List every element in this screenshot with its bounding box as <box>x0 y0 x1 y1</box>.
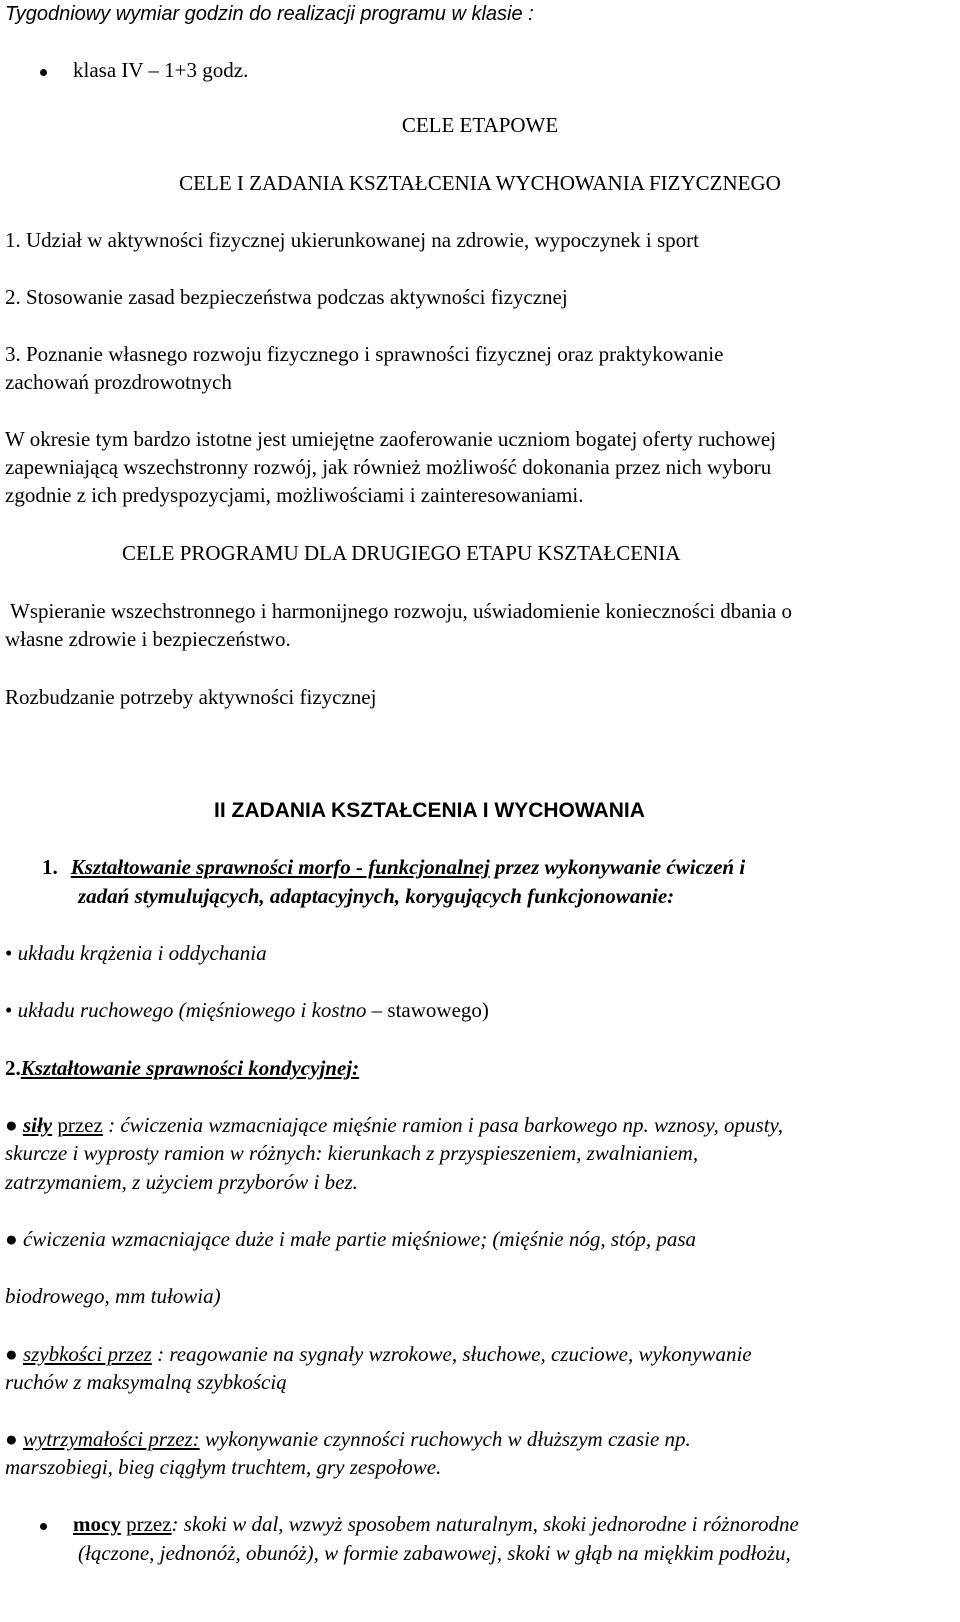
bullet-uklad-ruchowy-text-a: układu ruchowego (mięśniowego i kostno – <box>17 998 388 1022</box>
wytrzymalosci-line2: marszobiegi, bieg ciągłym truchtem, gry zespołowe. <box>5 1455 442 1479</box>
goal-item-2: 2. Stosowanie zasad bezpieczeństwa podczas aktywności fizycznej <box>5 285 568 309</box>
task-1-line2: zadań stymulujących, adaptacyjnych, korygujących funkcjonowanie: <box>78 884 675 908</box>
goal-item-3-line1: 3. Poznanie własnego rozwoju fizycznego i sprawności fizycznej oraz praktykowanie <box>5 342 724 366</box>
tasks-title: II ZADANIA KSZTAŁCENIA I WYCHOWANIA <box>214 799 645 822</box>
goal-item-3-line2: zachowań prozdrowotnych <box>5 370 232 394</box>
wytrzymalosci-line1 <box>5 1425 691 1454</box>
program-para-line1: Wspieranie wszechstronnego i harmonijnego rozwoju, uświadomienie konieczności dbania o <box>10 599 793 623</box>
wytrzymalosci-text-1: wykonywanie czynności ruchowych w dłuższym czasie np. <box>199 1427 691 1451</box>
intro-heading: Tygodniowy wymiar godzin do realizacji programu w klasie : <box>5 3 534 25</box>
stage-goals-subtitle: CELE I ZADANIA KSZTAŁCENIA WYCHOWANIA FIZYCZNEGO <box>179 171 781 195</box>
sily-text-1: : ćwiczenia wzmacniające mięśnie ramion i pasa barkowego np. wznosy, opusty, <box>102 1113 783 1137</box>
cwiczenia-text-1: ćwiczenia wzmacniające duże i małe partie mięśniowe; (mięśnie nóg, stóp, pasa <box>22 1227 697 1251</box>
sily-line2: skurcze i wyprosty ramion w różnych: kierunkach z przyspieszeniem, zwalnianiem, <box>5 1141 699 1165</box>
mocy-line1 <box>40 1510 799 1539</box>
bullet-icon: • <box>5 998 13 1022</box>
bullet-dot-icon <box>40 1523 47 1530</box>
bullet-dot-icon <box>40 69 47 76</box>
mocy-text-1: : skoki w dal, wzwyż sposobem naturalnym, skoki jednorodne i różnorodne <box>171 1512 799 1536</box>
bullet-icon: ● <box>5 1227 18 1251</box>
task-1-line1 <box>42 853 745 882</box>
mocy-przez: przez <box>126 1512 172 1536</box>
bullet-uklad-krazenia-text: układu krążenia i oddychania <box>17 941 267 965</box>
goal-item-1: 1. Udział w aktywności fizycznej ukierunkowanej na zdrowie, wypoczynek i sport <box>5 228 699 252</box>
szybkosci-text-1: : reagowanie na sygnały wzrokowe, słuchowe, czuciowe, wykonywanie <box>151 1342 752 1366</box>
intro-bullet-item <box>40 56 248 85</box>
task-2-line <box>5 1054 359 1083</box>
bullet-icon: ● <box>5 1342 18 1366</box>
sily-przez: przez <box>57 1113 103 1137</box>
bullet-icon: ● <box>5 1427 18 1451</box>
mocy-label: mocy <box>73 1512 121 1536</box>
cwiczenia-line1 <box>5 1225 696 1254</box>
task-1-rest: przez wykonywanie ćwiczeń i <box>489 855 746 879</box>
mocy-line2: (łączone, jednonóż, obunóż), w formie zabawowej, skoki w głąb na miękkim podłożu, <box>78 1541 791 1565</box>
stage-para-line2: zapewniającą wszechstronny rozwój, jak również możliwość dokonania przez nich wyboru <box>5 455 772 479</box>
program-para-line2: własne zdrowie i bezpieczeństwo. <box>5 627 291 651</box>
stage-para-line1: W okresie tym bardzo istotne jest umiejętne zaoferowanie uczniom bogatej oferty ruchowej <box>5 427 777 451</box>
program-goals-title: CELE PROGRAMU DLA DRUGIEGO ETAPU KSZTAŁCENIA <box>122 541 681 565</box>
szybkosci-label: szybkości przez <box>22 1342 152 1366</box>
wytrzymalosci-label: wytrzymałości przez: <box>22 1427 200 1451</box>
bullet-uklad-krazenia <box>5 939 267 968</box>
stage-goals-title: CELE ETAPOWE <box>401 113 559 137</box>
task-2-number: 2. <box>5 1056 21 1080</box>
task-1-title: Kształtowanie sprawności morfo - funkcjonalnej <box>70 855 490 879</box>
szybkosci-line2: ruchów z maksymalną szybkością <box>5 1370 287 1394</box>
intro-bullet-text: klasa IV – 1+3 godz. <box>73 58 249 82</box>
stage-para-line3: zgodnie z ich predyspozycjami, możliwościami i zainteresowaniami. <box>5 483 584 507</box>
sily-line3: zatrzymaniem, z użyciem przyborów i bez. <box>5 1170 358 1194</box>
program-para2: Rozbudzanie potrzeby aktywności fizycznej <box>5 685 377 709</box>
sily-line1 <box>5 1111 783 1140</box>
cwiczenia-line2: biodrowego, mm tułowia) <box>5 1284 221 1308</box>
bullet-uklad-ruchowy-text-b: stawowego) <box>387 998 489 1022</box>
bullet-icon: ● <box>5 1113 18 1137</box>
bullet-icon: • <box>5 941 13 965</box>
szybkosci-line1 <box>5 1340 752 1369</box>
bullet-uklad-ruchowy <box>5 996 489 1025</box>
task-1-number: 1. <box>42 855 58 879</box>
task-2-title: Kształtowanie sprawności kondycyjnej: <box>20 1056 360 1080</box>
sily-label: siły <box>22 1113 53 1137</box>
